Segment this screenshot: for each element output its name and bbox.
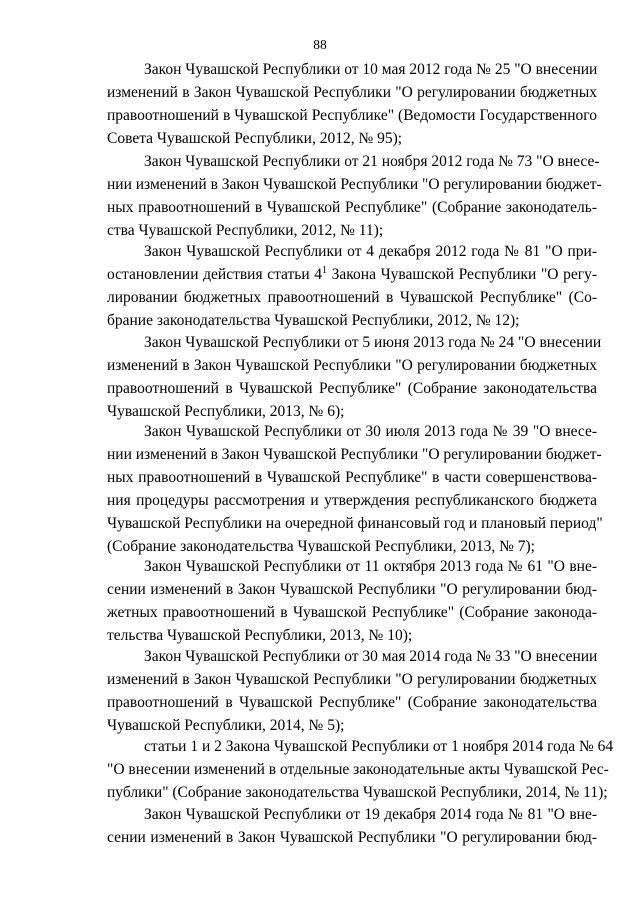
paragraph-law-2012-81 xyxy=(107,240,597,332)
text-line: Закон Чувашской Республики от 4 декабря 2012 года № 81 "О при- xyxy=(144,243,597,260)
text-line: лировании бюджетных правоотношений в Чувашской Республике" (Со- xyxy=(107,289,597,306)
text-line: брание законодательства Чувашской Республики, 2012, № 12); xyxy=(107,312,520,329)
paragraph-law-2013-39 xyxy=(107,420,603,558)
text-line: статьи 1 и 2 Закона Чувашской Республики от 1 ноября 2014 года № 64 xyxy=(144,738,614,755)
text-line: правоотношений в Чувашской Республике" (Ведомости Государственного xyxy=(107,107,597,124)
paragraph-law-2014-64 xyxy=(107,735,614,804)
text-line: правоотношений в Чувашской Республике" (Собрание законодательства xyxy=(107,380,597,397)
text-line: правоотношений в Чувашской Республике" (Собрание законодательства xyxy=(107,694,597,711)
text-line: Закон Чувашской Республики от 21 ноября 2012 года № 73 "О внесе- xyxy=(144,153,600,170)
text-line: Закон Чувашской Республики от 5 июня 2013 года № 24 "О внесении xyxy=(144,334,602,351)
text-line: Чувашской Республики, 2014, № 5); xyxy=(107,717,345,734)
text-line: Закон Чувашской Республики от 30 мая 2014 года № 33 "О внесении xyxy=(144,648,598,665)
text-line: (Собрание законодательства Чувашской Республики, 2013, № 7); xyxy=(107,538,535,555)
text-fragment: Закона Чувашской Республики "О регу- xyxy=(327,266,597,283)
text-fragment: остановлении действия статьи 4 xyxy=(107,266,323,283)
paragraph-law-2013-61 xyxy=(107,555,597,647)
text-line: изменений в Закон Чувашской Республики "О регулировании бюджетных xyxy=(107,84,597,101)
text-line: ства Чувашской Республики, 2012, № 11); xyxy=(107,222,384,239)
text-line: Закон Чувашской Республики от 30 июля 2013 года № 39 "О внесе- xyxy=(144,423,597,440)
text-line: нии изменений в Закон Чувашской Республики "О регулировании бюджет- xyxy=(107,176,602,193)
text-line: "О внесении изменений в отдельные законодательные акты Чувашской Рес- xyxy=(107,761,609,778)
superscript: 1 xyxy=(322,265,328,276)
text-line: Совета Чувашской Республики, 2012, № 95); xyxy=(107,130,403,147)
text-line: сении изменений в Закон Чувашской Республики "О регулировании бюд- xyxy=(107,581,597,598)
text-line: Чувашской Республики, 2013, № 6); xyxy=(107,403,345,420)
text-line: Чувашской Республики на очередной финансовый год и плановый период" xyxy=(107,515,603,532)
text-line: изменений в Закон Чувашской Республики "О регулировании бюджетных xyxy=(107,671,597,688)
text-line: ных правоотношений в Чувашской Республике" в части совершенствова- xyxy=(107,469,597,486)
text-line: ных правоотношений в Чувашской Республике" (Собрание законодатель- xyxy=(107,199,597,216)
paragraph-law-2014-81 xyxy=(107,803,597,849)
paragraph-law-2012-73 xyxy=(107,150,602,242)
paragraph-law-2013-24 xyxy=(107,331,602,423)
text-line: Закон Чувашской Республики от 19 декабря 2014 года № 81 "О вне- xyxy=(144,806,597,823)
text-line: сении изменений в Закон Чувашской Республики "О регулировании бюд- xyxy=(107,829,597,846)
paragraph-law-2014-33 xyxy=(107,645,597,737)
page-number: 88 xyxy=(313,37,327,52)
text-line: Закон Чувашской Республики от 11 октября 2013 года № 61 "О вне- xyxy=(144,558,597,575)
text-line: Закон Чувашской Республики от 10 мая 2012 года № 25 "О внесении xyxy=(144,61,598,78)
text-line: жетных правоотношений в Чувашской Республике" (Собрание законода- xyxy=(107,604,597,621)
text-line: публики" (Собрание законодательства Чувашской Республики, 2014, № 11); xyxy=(107,784,608,801)
text-line: нии изменений в Закон Чувашской Республики "О регулировании бюджет- xyxy=(107,446,602,463)
text-line xyxy=(107,263,597,286)
text-line: тельства Чувашской Республики, 2013, № 10); xyxy=(107,627,413,644)
text-line: ния процедуры рассмотрения и утверждения республиканского бюджета xyxy=(107,492,597,509)
text-line: изменений в Закон Чувашской Республики "О регулировании бюджетных xyxy=(107,357,597,374)
paragraph-law-2012-25 xyxy=(107,58,597,150)
